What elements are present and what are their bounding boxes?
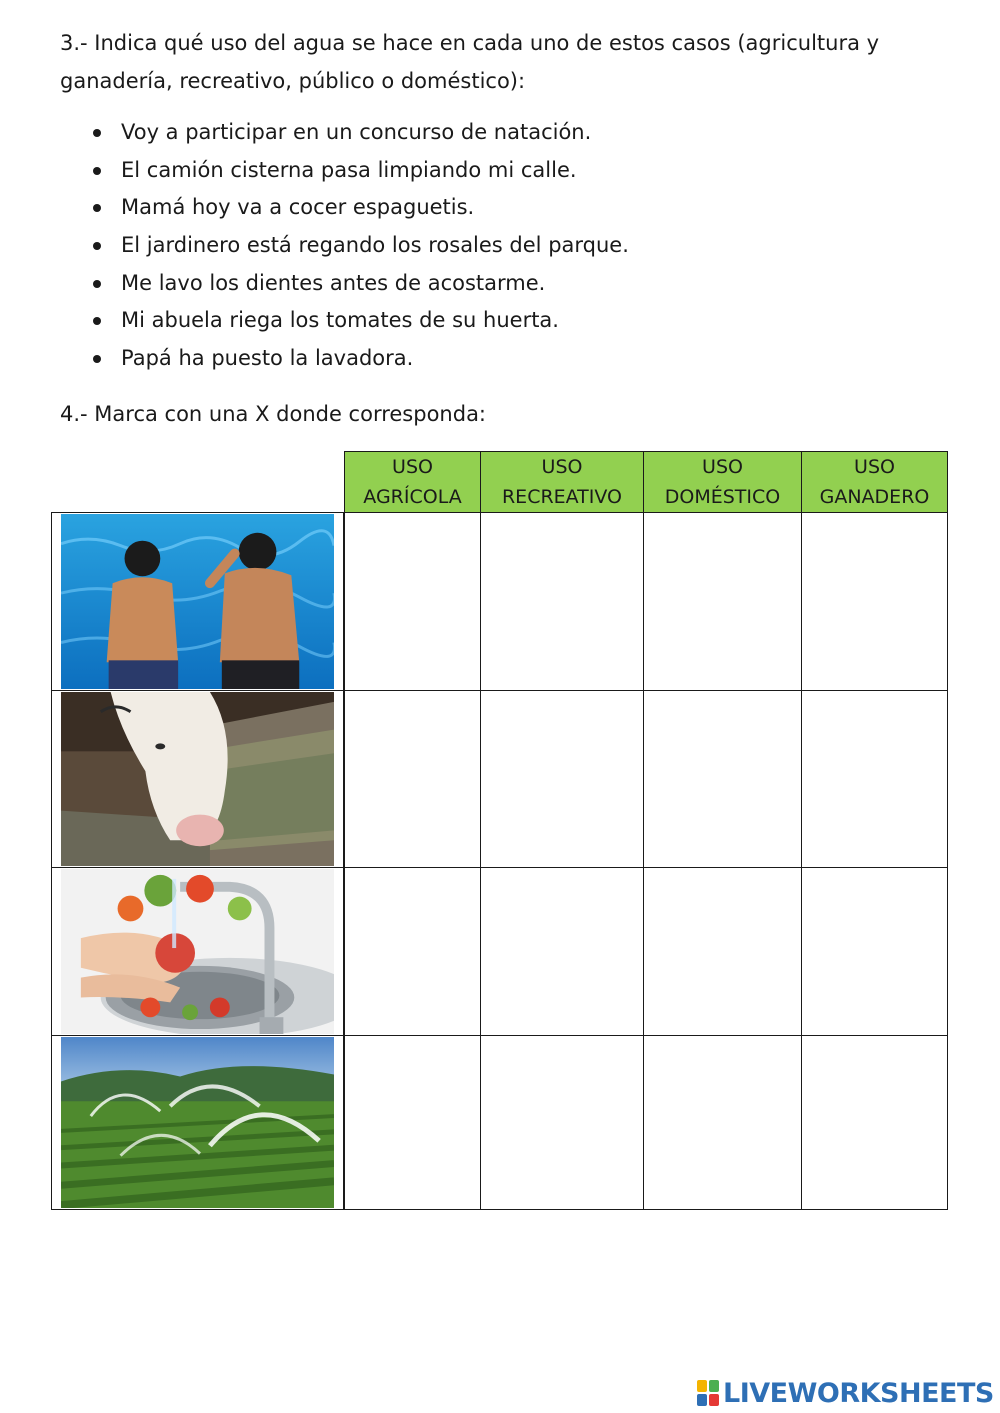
instruction-line-1: 3.- Indica qué uso del agua se hace en cada uno de estos casos (agricultura y (60, 31, 880, 55)
brand-wordmark: LIVEWORKSHEETS (723, 1377, 994, 1409)
header-uso-domestico: USO DOMÉSTICO (643, 451, 802, 513)
checkbox-cell[interactable] (801, 690, 948, 868)
swimming-children-image (61, 514, 334, 689)
bullet-icon (93, 204, 101, 212)
list-item: El jardinero está regando los rosales del parque. (60, 227, 629, 265)
image-cell-irrigation (51, 1035, 344, 1210)
checkbox-cell[interactable] (480, 512, 644, 691)
bullet-icon (93, 355, 101, 363)
checkbox-cell[interactable] (801, 1035, 948, 1210)
exercise-3-list (60, 114, 629, 378)
image-cell-swimming (51, 512, 344, 691)
checkbox-cell[interactable] (801, 867, 948, 1036)
checkbox-cell[interactable] (344, 512, 481, 691)
checkbox-cell[interactable] (643, 1035, 802, 1210)
checkbox-cell[interactable] (643, 690, 802, 868)
checkbox-cell[interactable] (643, 867, 802, 1036)
liveworksheets-brand (697, 1376, 994, 1410)
checkbox-cell[interactable] (480, 690, 644, 868)
checkbox-cell[interactable] (344, 690, 481, 868)
checkbox-cell[interactable] (801, 512, 948, 691)
cow-drinking-image (61, 692, 334, 866)
header-uso-agricola: USO AGRÍCOLA (344, 451, 481, 513)
header-uso-ganadero: USO GANADERO (801, 451, 948, 513)
instruction-line-2: ganadería, recreativo, público o doméstico): (60, 69, 526, 93)
checkbox-cell[interactable] (344, 1035, 481, 1210)
image-cell-cow (51, 690, 344, 868)
bullet-icon (93, 129, 101, 137)
header-uso-recreativo: USO RECREATIVO (480, 451, 644, 513)
bullet-icon (93, 167, 101, 175)
list-item: El camión cisterna pasa limpiando mi calle. (60, 152, 629, 190)
liveworksheets-logo-icon (697, 1380, 719, 1406)
bullet-icon (93, 317, 101, 325)
checkbox-cell[interactable] (643, 512, 802, 691)
list-item: Mamá hoy va a cocer espaguetis. (60, 189, 629, 227)
exercise-3-instruction (60, 24, 940, 100)
checkbox-cell[interactable] (480, 867, 644, 1036)
list-item: Me lavo los dientes antes de acostarme. (60, 265, 629, 303)
field-irrigation-image (61, 1037, 334, 1208)
list-item: Mi abuela riega los tomates de su huerta. (60, 302, 629, 340)
exercise-4-instruction: 4.- Marca con una X donde corresponda: (60, 402, 487, 426)
checkbox-cell[interactable] (480, 1035, 644, 1210)
washing-vegetables-image (61, 869, 334, 1034)
checkbox-cell[interactable] (344, 867, 481, 1036)
bullet-icon (93, 242, 101, 250)
list-item: Voy a participar en un concurso de natación. (60, 114, 629, 152)
list-item: Papá ha puesto la lavadora. (60, 340, 629, 378)
image-cell-kitchen (51, 867, 344, 1036)
bullet-icon (93, 280, 101, 288)
